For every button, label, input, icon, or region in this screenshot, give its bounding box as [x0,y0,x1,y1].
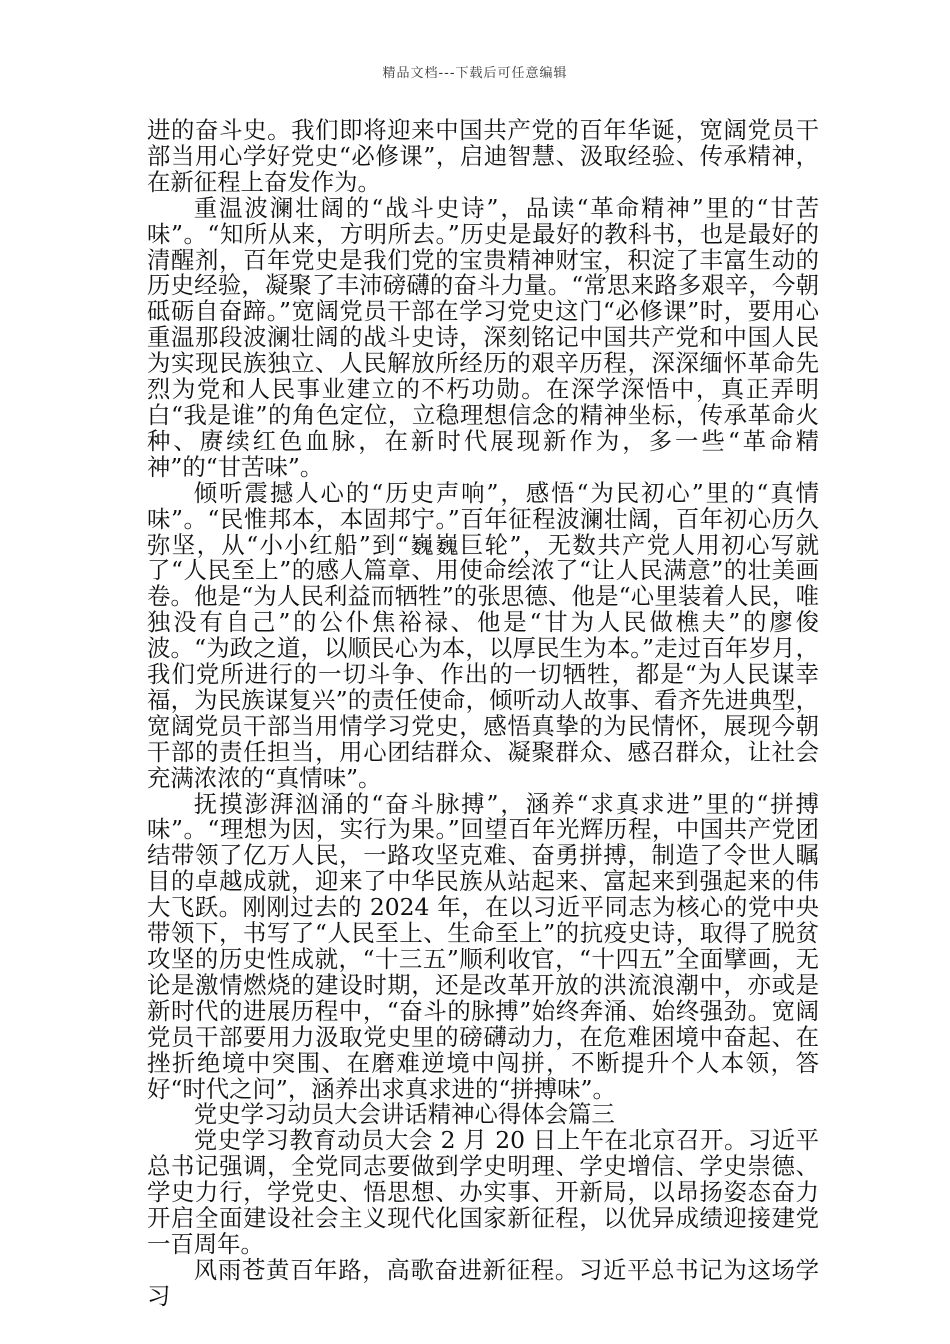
paragraph-2: 重温波澜壮阔的“战斗史诗”，品读“革命精神”里的“甘苦味”。“知所从来，方明所去。”历史是最好的教科书，也是最好的清醒剂，百年党史是我们党的宝贵精神财宝，积淀了丰富生动的历史经验，凝聚了丰沛磅礴的奋斗力量。“常思来路多艰辛，今朝砥砺自奋蹄。”宽阔党员干部在学习党史这门“必修课”时，要用心重温那段波澜壮阔的战斗史诗，深刻铭记中国共产党和中国人民为实现民族独立、人民解放所经历的艰辛历程，深深缅怀革命先烈为党和人民事业建立的不朽功勋。在深学深悟中，真正弄明白“我是谁”的角色定位，立稳理想信念的精神坐标，传承革命火种、赓续红色血脉，在新时代展现新作为，多一些“革命精神”的“甘苦味”。 [147,193,819,481]
paragraph-6: 风雨苍黄百年路，高歌奋进新征程。习近平总书记为这场学习 [147,1255,819,1310]
document-header-watermark: 精品文档---下载后可任意编辑 [382,66,568,81]
section-heading: 党史学习动员大会讲话精神心得体会篇三 [193,1100,615,1129]
paragraph-1: 进的奋斗史。我们即将迎来中国共产党的百年华诞，宽阔党员干部当用心学好党史“必修课”，启迪智慧、汲取经验、传承精神，在新征程上奋发作为。 [147,116,819,196]
paragraph-3: 倾听震撼人心的“历史声响”，感悟“为民初心”里的“真情味”。“民惟邦本，本固邦宁。”百年征程波澜壮阔，百年初心历久弥坚，从“小小红船”到“巍巍巨轮”，无数共产党人用初心写就了“人民至上”的感人篇章、用使命绘浓了“让人民满意”的壮美画卷。他是“为人民利益而牺牲”的张思德、他是“心里装着人民，唯独没有自己”的公仆焦裕禄、他是“甘为人民做樵夫”的廖俊波。“为政之道，以顺民心为本，以厚民生为本。”走过百年岁月，我们党所进行的一切斗争、作出的一切牺牲，都是“为人民谋幸福，为民族谋复兴”的责任使命，倾听动人故事、看齐先进典型，宽阔党员干部当用情学习党史，感悟真挚的为民情怀，展现今朝干部的责任担当，用心团结群众、凝聚群众、感召群众，让社会充满浓浓的“真情味”。 [147,478,819,792]
document-body [147,118,819,1310]
paragraph-5: 党史学习教育动员大会 2 月 20 日上午在北京召开。习近平总书记强调，全党同志要做到学史明理、学史增信、学史崇德、学史力行，学党史、悟思想、办实事、开新局，以昂扬姿态奋力开启全面建设社会主义现代化国家新征程，以优异成绩迎接建党一百周年。 [147,1126,819,1258]
paragraph-4: 抚摸澎湃汹涌的“奋斗脉搏”，涵养“求真求进”里的“拼搏味”。“理想为因，实行为果。”回望百年光辉历程，中国共产党团结带领了亿万人民，一路攻坚克难、奋勇拼搏，制造了令世人瞩目的卓越成就，迎来了中华民族从站起来、富起来到强起来的伟大飞跃。刚刚过去的 2024 年，在以习近平同志为核心的党中央带领下，书写了“人民至上、生命至上”的抗疫史诗，取得了脱贫攻坚的历史性成就，“十三五”顺利收官，“十四五”全面擘画，无论是激情燃烧的建设时期，还是改革开放的洪流浪潮中，亦或是新时代的进展历程中，“奋斗的脉搏”始终奔涌、始终强劲。宽阔党员干部要用力汲取党史里的磅礴动力，在危难困境中奋起、在挫折绝境中突围、在磨难逆境中闯拼，不断提升个人本领，答好“时代之问”，涵养出求真求进的“拼搏味”。 [147,789,819,1103]
